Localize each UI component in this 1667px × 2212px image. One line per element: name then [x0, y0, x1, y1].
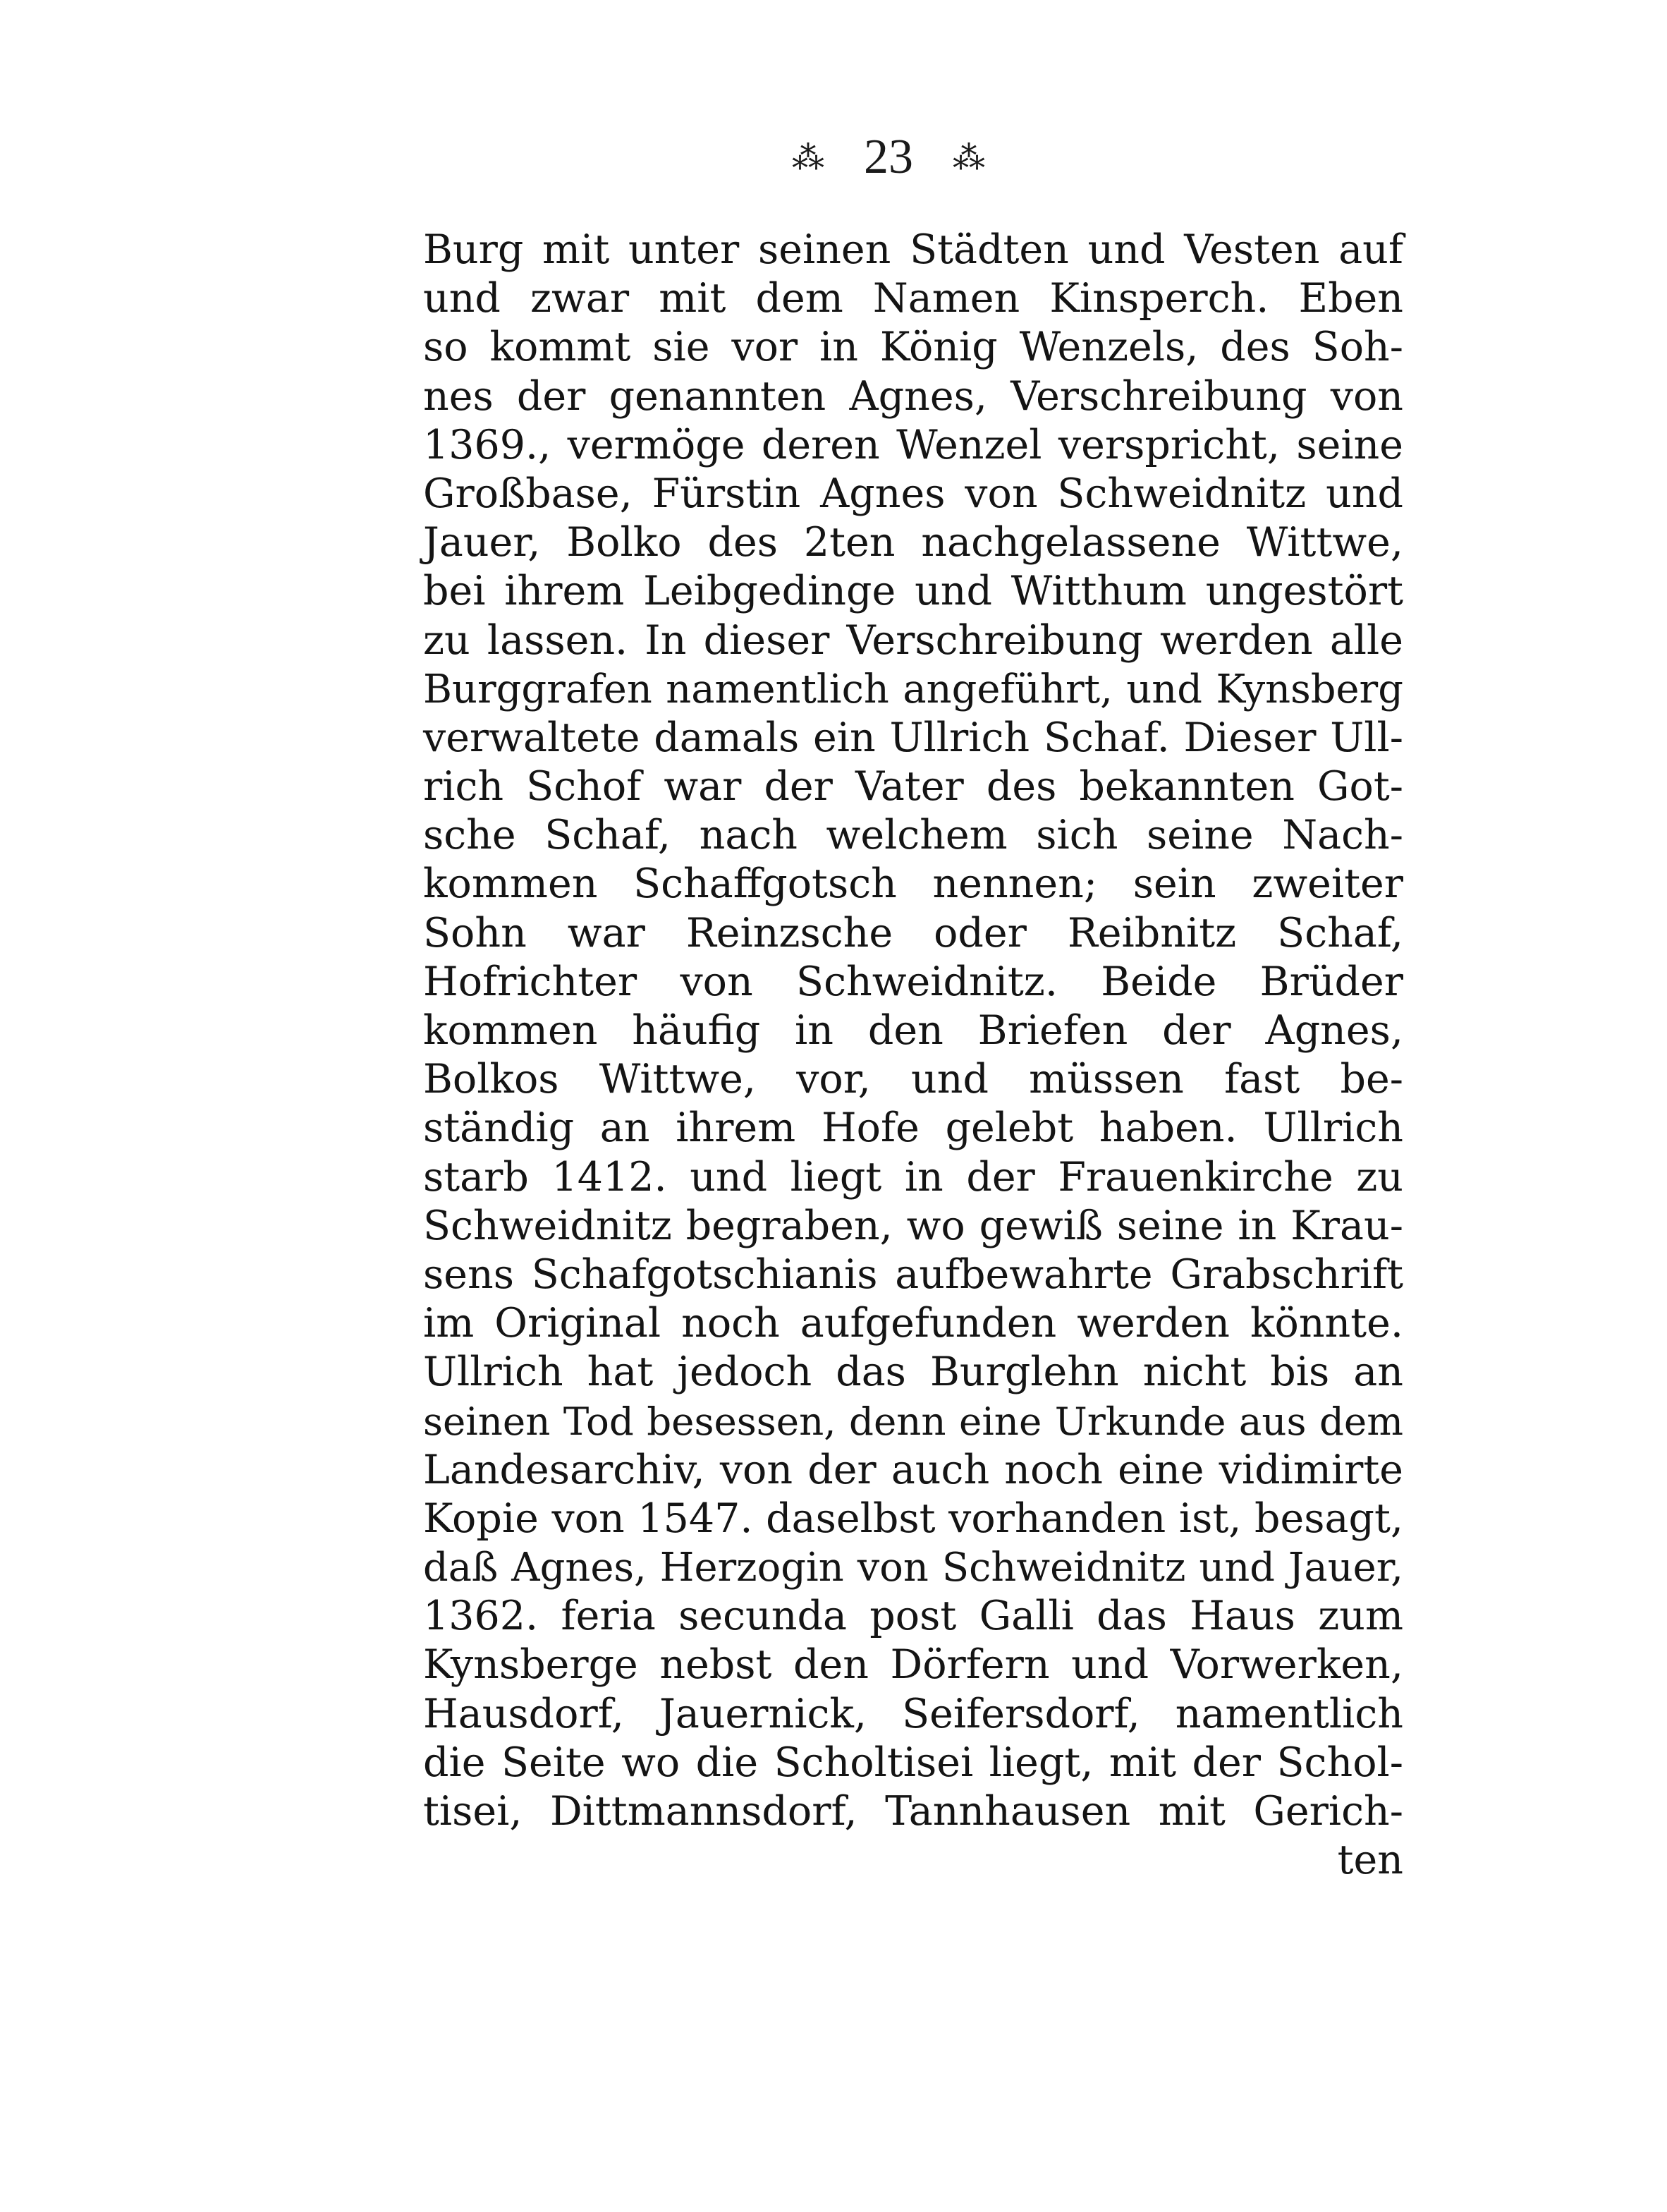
text-line: Kynsberge nebst den Dörfern und Vorwerken, — [423, 1641, 1403, 1689]
text-line: ständig an ihrem Hofe gelebt haben. Ullrich — [423, 1105, 1403, 1152]
text-line: Hausdorf, Jauernick, Seifersdorf, namentlich — [423, 1690, 1403, 1737]
catchword: ten — [1337, 1837, 1403, 1884]
text-line: im Original noch aufgefunden werden könnte. — [423, 1300, 1403, 1347]
page-number: 23 — [864, 130, 913, 184]
text-line: Landesarchiv, von der auch noch eine vidimirte — [423, 1446, 1403, 1493]
text-line: Jauer, Bolko des 2ten nachgelassene Wittwe, — [423, 519, 1403, 566]
text-line: starb 1412. und liegt in der Frauenkirche zu — [423, 1153, 1403, 1201]
text-line: sche Schaf, nach welchem sich seine Nach- — [423, 812, 1403, 859]
text-line: bei ihrem Leibgedinge und Witthum ungestört — [423, 568, 1403, 615]
text-line: so kommt sie vor in König Wenzels, des Soh- — [423, 324, 1403, 371]
text-line: sens Schafgotschianis aufbewahrte Grabschrift — [423, 1251, 1403, 1298]
text-line: verwaltete damals ein Ullrich Schaf. Dieser Ull- — [423, 714, 1403, 761]
text-line: Hofrichter von Schweidnitz. Beide Brüder — [423, 958, 1403, 1005]
text-line: Kopie von 1547. daselbst vorhanden ist, besagt, — [423, 1495, 1403, 1542]
text-line: Bolkos Wittwe, vor, und müssen fast be- — [423, 1056, 1403, 1103]
text-line: Großbase, Fürstin Agnes von Schweidnitz und — [423, 470, 1403, 517]
text-line: und zwar mit dem Namen Kinsperch. Eben — [423, 275, 1403, 322]
text-line: Ullrich hat jedoch das Burglehn nicht bis an — [423, 1349, 1403, 1396]
page-header — [733, 119, 1044, 196]
text-line: seinen Tod besessen, denn eine Urkunde aus dem — [423, 1398, 1403, 1444]
ornament-left-icon: ⁂ — [792, 138, 824, 176]
text-line: Burggrafen namentlich angeführt, und Kynsberg — [423, 666, 1403, 712]
text-line: rich Schof war der Vater des bekannten Got- — [423, 763, 1403, 810]
text-line: die Seite wo die Scholtisei liegt, mit der Schol- — [423, 1739, 1403, 1786]
text-line: zu lassen. In dieser Verschreibung werden alle — [423, 616, 1403, 664]
text-line: Sohn war Reinzsche oder Reibnitz Schaf, — [423, 909, 1403, 956]
text-line: 1369., vermöge deren Wenzel verspricht, seine — [423, 421, 1403, 468]
text-line: Schweidnitz begraben, wo gewiß seine in Krau- — [423, 1202, 1403, 1249]
ornament-right-icon: ⁂ — [953, 138, 985, 176]
text-line: 1362. feria secunda post Galli das Haus zum — [423, 1593, 1403, 1640]
body-text — [423, 226, 1403, 1885]
text-line: tisei, Dittmannsdorf, Tannhausen mit Gerich- — [423, 1788, 1403, 1835]
text-line: kommen häufig in den Briefen der Agnes, — [423, 1007, 1403, 1054]
text-line: kommen Schaffgotsch nennen; sein zweiter — [423, 861, 1403, 908]
text-line: daß Agnes, Herzogin von Schweidnitz und Jauer, — [423, 1545, 1403, 1591]
text-line: nes der genannten Agnes, Verschreibung von — [423, 372, 1403, 420]
text-line: Burg mit unter seinen Städten und Vesten auf — [423, 226, 1403, 273]
